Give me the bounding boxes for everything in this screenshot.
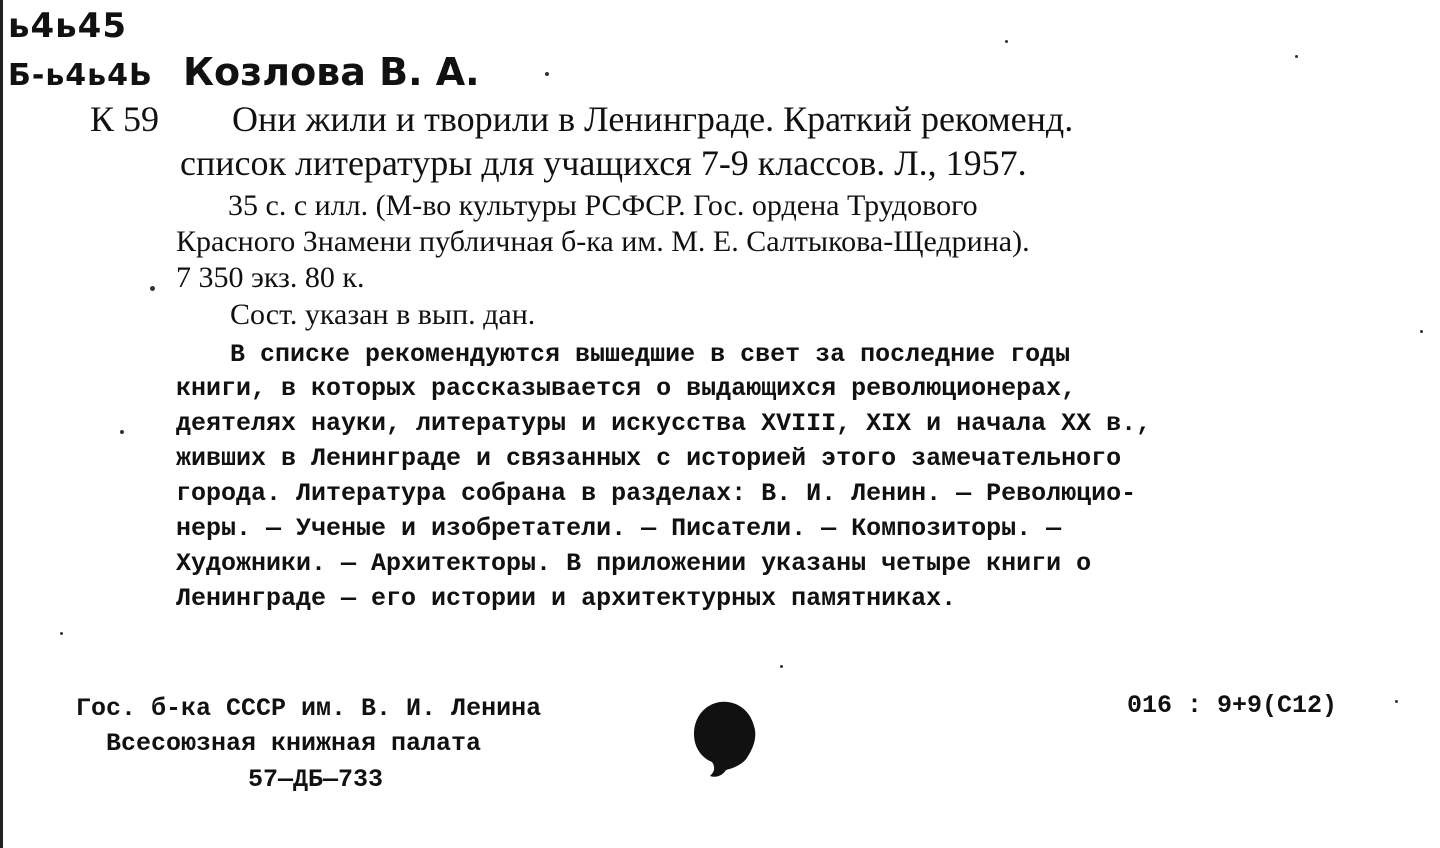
author-heading: Козлова В. А.: [183, 50, 480, 94]
speck: [1395, 700, 1398, 703]
title-line-2: список литературы для учащихся 7-9 классов. Л., 1957.: [180, 143, 1027, 183]
speck: [780, 665, 783, 668]
catalog-code: К 59: [90, 99, 160, 139]
speck: [120, 430, 124, 434]
imprint-line-3: 7 350 экз. 80 к.: [176, 261, 365, 294]
title-line-1: Они жили и творили в Ленинграде. Краткий рекоменд.: [232, 99, 1074, 139]
speck: [60, 632, 63, 635]
footer-classification: 016 : 9+9(С12): [1127, 691, 1338, 720]
footer-chamber: Всесоюзная книжная палата: [106, 729, 482, 758]
speck: [150, 286, 155, 291]
shelfmark-line-2: Б-ь4ь4Ь: [8, 58, 153, 93]
imprint-line-2: Красного Знамени публичная б-ка им. М. Е. Салтыкова-Щедрина).: [176, 225, 1030, 258]
footer-record-number: 57—ДБ—733: [248, 765, 384, 794]
annotation-line-6: неры. — Ученые и изобретатели. — Писатели. — Композиторы. —: [176, 514, 1062, 543]
annotation-line-3: деятелях науки, литературы и искусства XVIII, XIX и начала XX в.,: [176, 409, 1152, 438]
speck: [1295, 55, 1298, 58]
speck: [545, 72, 549, 76]
speck: [1420, 330, 1423, 333]
annotation-line-2: книги, в которых рассказывается о выдающихся революционерах,: [176, 374, 1077, 403]
imprint-line-1: 35 с. с илл. (М-во культуры РСФСР. Гос. ордена Трудового: [228, 189, 978, 222]
annotation-line-1: В списке рекомендуются вышедшие в свет за последние годы: [230, 340, 1071, 369]
annotation-line-8: Ленинграде — его истории и архитектурных памятниках.: [176, 584, 957, 613]
footer-library: Гос. б-ка СССР им. В. И. Ленина: [76, 694, 542, 723]
annotation-line-4: живших в Ленинграде и связанных с историей этого замечательного: [176, 444, 1122, 473]
ink-blot-mark: [690, 698, 760, 780]
card-left-border: [0, 0, 3, 848]
annotation-line-7: Художники. — Архитекторы. В приложении указаны четыре книги о: [176, 549, 1092, 578]
speck: [1005, 40, 1008, 43]
compiler-note: Сост. указан в вып. дан.: [230, 298, 536, 331]
annotation-line-5: города. Литература собрана в разделах: В. И. Ленин. — Революцио-: [176, 479, 1137, 508]
shelfmark-line-1: ь4ь45: [8, 6, 127, 46]
